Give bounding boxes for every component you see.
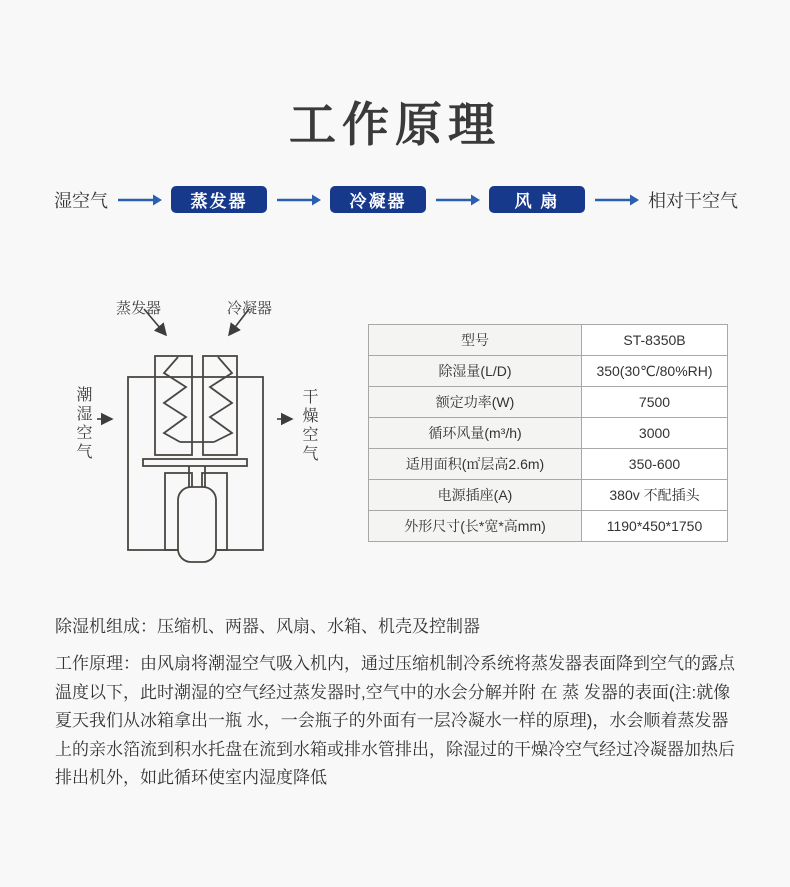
flow-arrow-icon: [594, 192, 640, 208]
flow-arrow-icon: [435, 192, 481, 208]
flow-diagram: [54, 185, 738, 214]
table-row: [369, 418, 728, 449]
page-title: 工作原理: [289, 98, 501, 151]
principle-text: 工作原理：由风扇将潮湿空气吸入机内，通过压缩机制冷系统将蒸发器表面降到空气的露点温度以下，此时潮湿的空气经过蒸发器时,空气中的水会分解并附 在 蒸 发器的表面(注:就像夏天我们从冰箱拿出一瓶 水，一会瓶子的外面有一层冷凝水一样的原理)，水会顺着蒸发器上的亲水箔流到积水托盘在流到水箱或排水管排出，除湿过的干燥冷空气经过冷凝器加热后排出机外，如此循环使室内湿度降低: [55, 654, 735, 787]
dry-air-label: 干燥空气: [300, 388, 317, 464]
spec-label: 电源插座(A): [369, 480, 582, 511]
flow-arrow-icon: [117, 192, 163, 208]
flow-source-label: 湿空气: [54, 190, 108, 211]
flow-step-evaporator: 蒸发器: [171, 186, 267, 213]
spec-label: 除湿量(L/D): [369, 356, 582, 387]
evaporator-label: 蒸发器: [116, 300, 162, 317]
spec-label: 适用面积(㎡层高2.6m): [369, 449, 582, 480]
spec-label: 循环风量(m³/h): [369, 418, 582, 449]
table-row: [369, 387, 728, 418]
moist-air-label: 潮湿空气: [74, 386, 91, 462]
flow-step-fan: 风 扇: [489, 186, 585, 213]
spec-label: 型号: [369, 325, 582, 356]
table-row: [369, 356, 728, 387]
flow-result-label: 相对干空气: [648, 190, 738, 211]
spec-value: 350-600: [582, 449, 728, 480]
flow-arrow-icon: [276, 192, 322, 208]
table-row: [369, 325, 728, 356]
flow-step-condenser: 冷凝器: [330, 186, 426, 213]
table-row: [369, 480, 728, 511]
spec-value: 1190*450*1750: [582, 511, 728, 542]
spec-label: 额定功率(W): [369, 387, 582, 418]
schematic-diagram: [40, 275, 360, 575]
spec-value: ST-8350B: [582, 325, 728, 356]
condenser-label: 冷凝器: [227, 300, 273, 317]
spec-value: 7500: [582, 387, 728, 418]
spec-label: 外形尺寸(长*宽*高mm): [369, 511, 582, 542]
composition-text: 除湿机组成：压缩机、两器、风扇、水箱、机壳及控制器: [55, 617, 480, 636]
spec-table: [368, 324, 728, 542]
spec-value: 3000: [582, 418, 728, 449]
table-row: [369, 449, 728, 480]
table-row: [369, 511, 728, 542]
spec-value: 350(30℃/80%RH): [582, 356, 728, 387]
spec-value: 380v 不配插头: [582, 480, 728, 511]
